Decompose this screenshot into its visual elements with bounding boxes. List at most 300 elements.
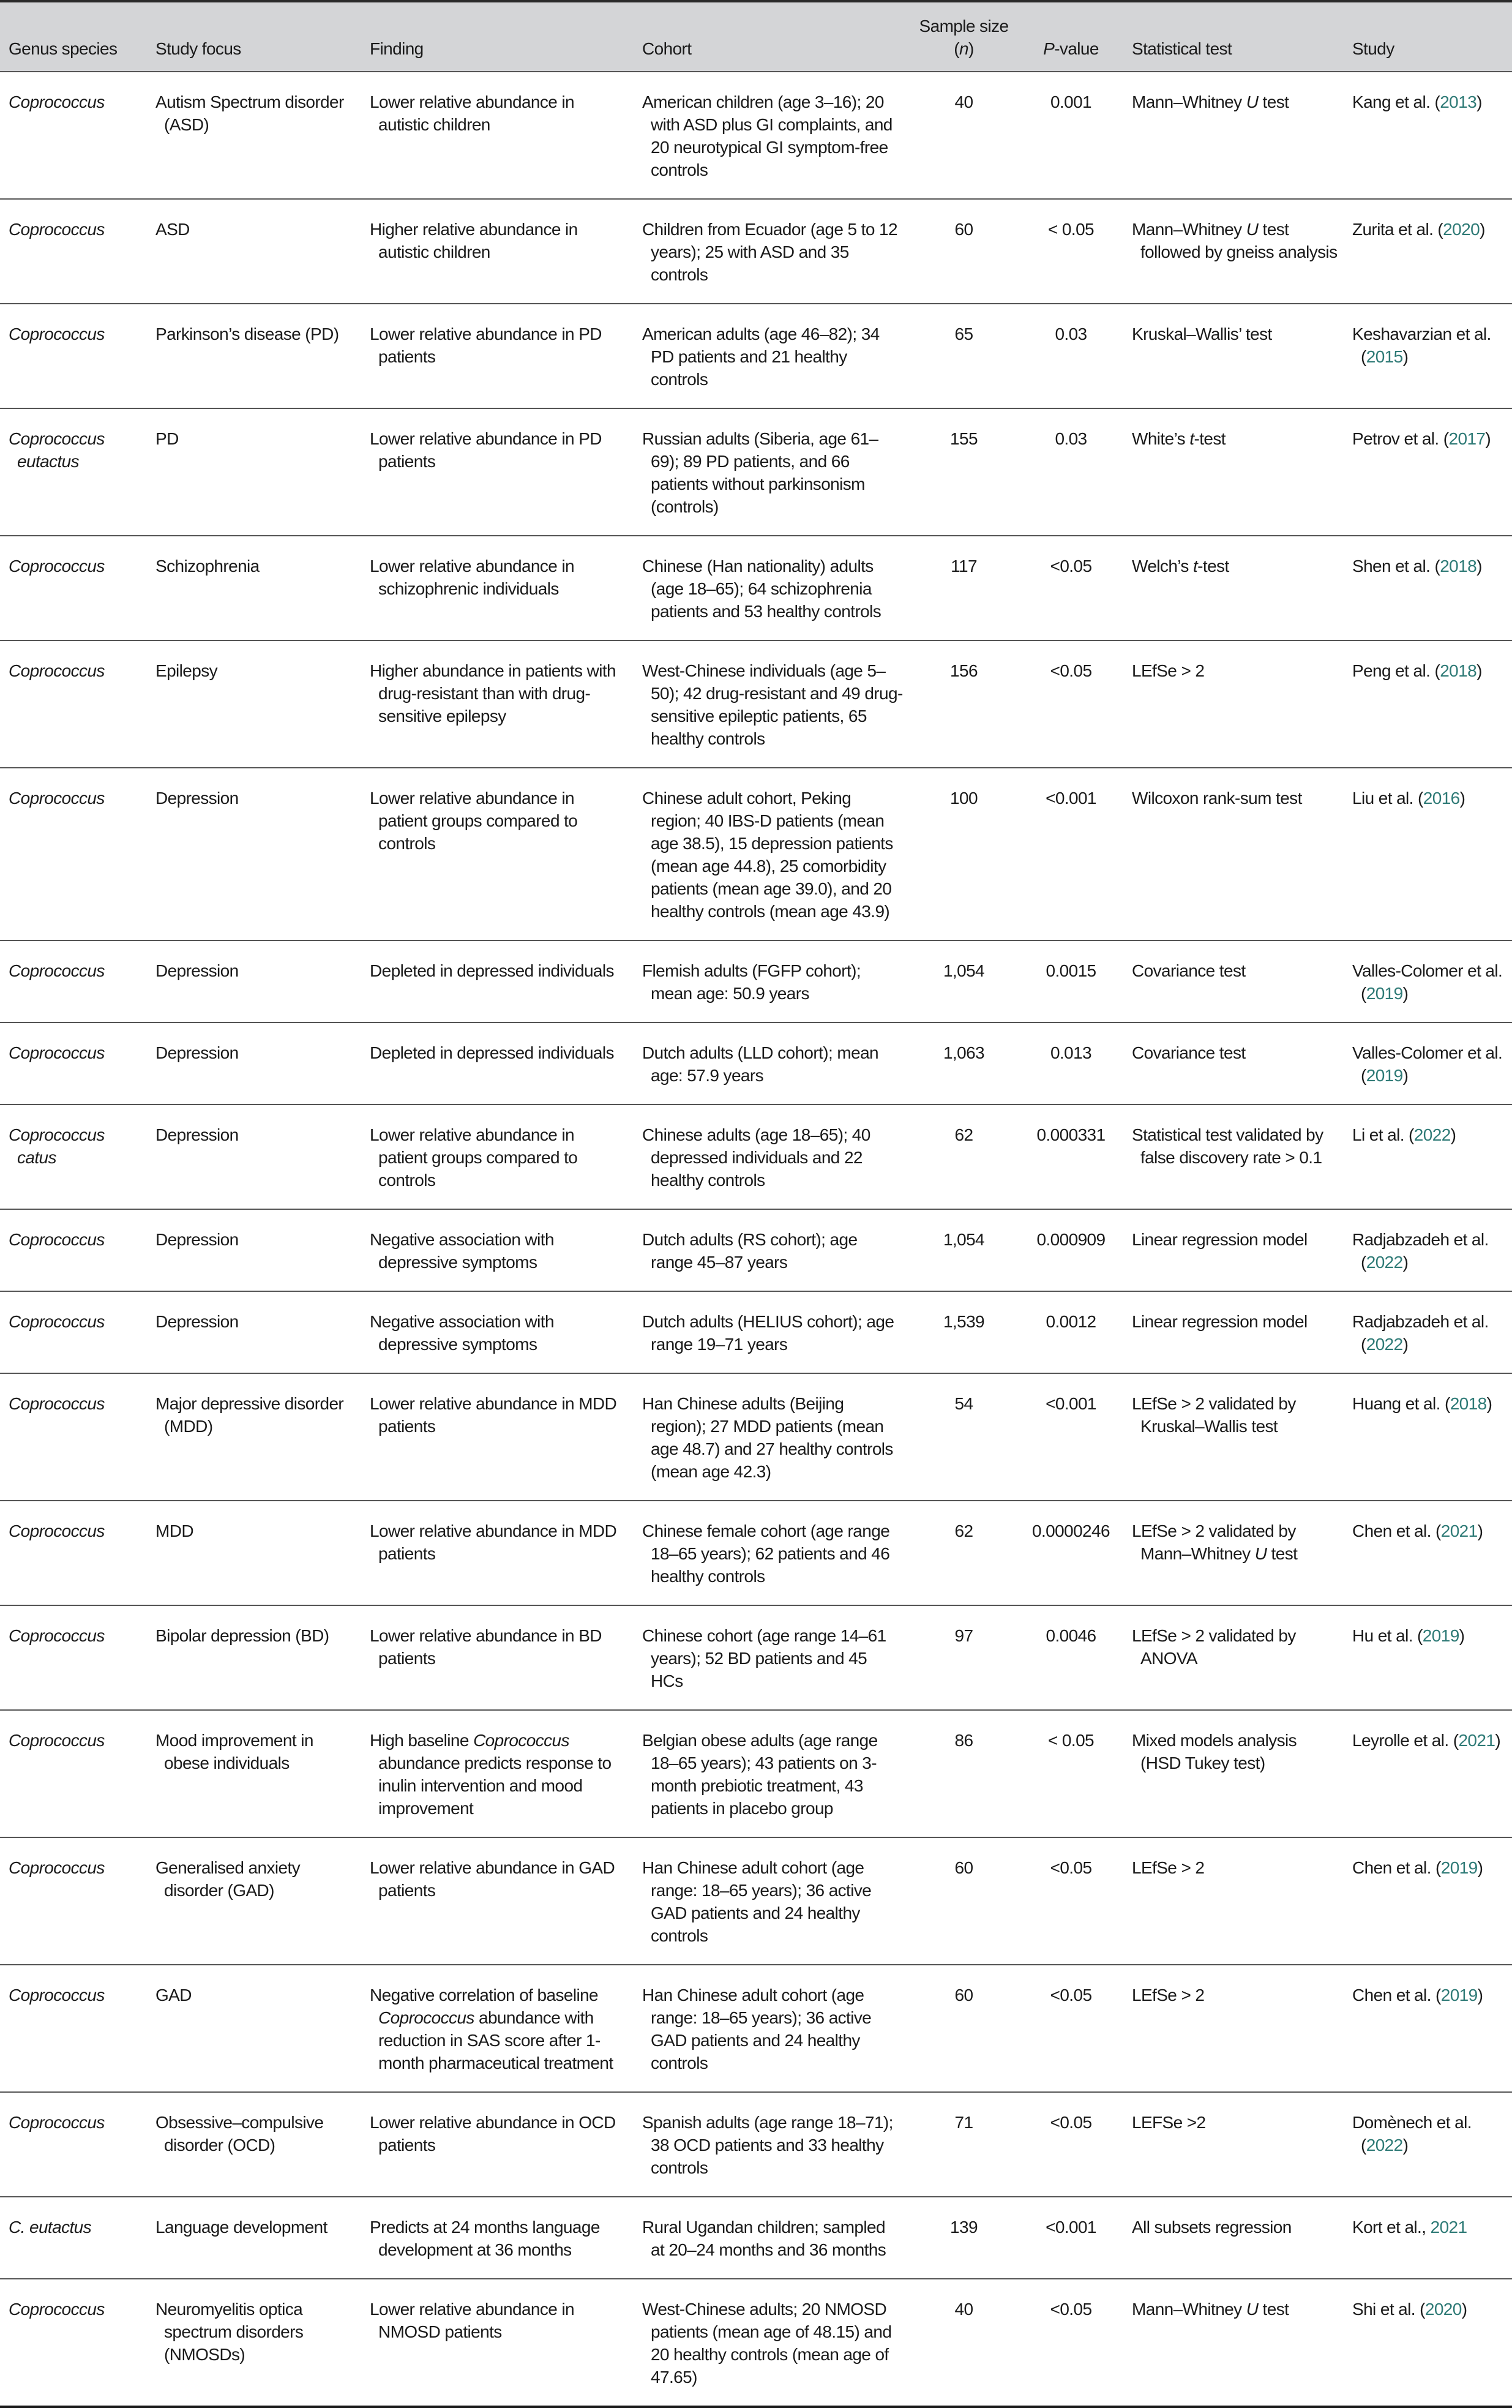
cell-genus — [0, 1291, 147, 1373]
cell-cohort — [634, 304, 909, 408]
study-focus-text: Epilepsy — [155, 661, 218, 680]
cell-statistical-test — [1123, 1022, 1344, 1105]
table-row — [0, 199, 1512, 304]
cell-cohort — [634, 2197, 909, 2279]
study-close: ) — [1477, 1858, 1483, 1877]
header-finding-label: Finding — [370, 39, 424, 58]
study-focus-text: Schizophrenia — [155, 557, 260, 576]
cell-study-focus — [147, 1605, 361, 1710]
study-focus-text: Depression — [155, 1043, 239, 1062]
cell-genus — [0, 768, 147, 940]
study-focus-text: Depression — [155, 1125, 239, 1144]
cell-cohort — [634, 408, 909, 536]
p-value: 0.0046 — [1046, 1626, 1096, 1645]
header-sample-size — [909, 1, 1016, 72]
cell-finding — [361, 1022, 634, 1105]
cell-study-focus — [147, 199, 361, 304]
cell-p-value — [1016, 768, 1123, 940]
finding-text: High baseline — [370, 1731, 474, 1750]
cohort-text: Rural Ugandan children; sampled at 20–24 months and 36 months — [642, 2218, 886, 2259]
sample-size-value: 155 — [950, 429, 978, 448]
genus-text: Coprococcus — [9, 220, 105, 239]
cell-study-focus — [147, 2197, 361, 2279]
cell-cohort — [634, 1501, 909, 1605]
cell-study — [1344, 408, 1512, 536]
study-year-link[interactable]: 2022 — [1366, 1253, 1403, 1272]
header-finding — [361, 1, 634, 72]
finding-genus-italic: Coprococcus — [473, 1731, 569, 1750]
cell-genus — [0, 1373, 147, 1501]
header-sample-label: Sample size ( — [919, 17, 1009, 58]
cell-study-focus — [147, 1022, 361, 1105]
cell-p-value — [1016, 2279, 1123, 2407]
header-cohort — [634, 1, 909, 72]
cell-p-value — [1016, 1209, 1123, 1291]
cell-sample-size — [909, 1605, 1016, 1710]
genus-text: Coprococcus — [9, 1731, 105, 1750]
p-value: <0.05 — [1050, 661, 1092, 680]
genus-text: Coprococcus — [9, 2300, 105, 2319]
cell-sample-size — [909, 408, 1016, 536]
cell-study — [1344, 199, 1512, 304]
study-focus-text: Autism Spectrum disorder (ASD) — [155, 92, 344, 134]
table-row — [0, 1965, 1512, 2092]
cell-study-focus — [147, 940, 361, 1022]
cell-study — [1344, 536, 1512, 640]
cell-cohort — [634, 2092, 909, 2197]
cell-p-value — [1016, 2197, 1123, 2279]
cell-statistical-test — [1123, 1837, 1344, 1965]
cell-statistical-test — [1123, 1710, 1344, 1837]
cell-statistical-test — [1123, 1965, 1344, 2092]
cell-study — [1344, 2092, 1512, 2197]
sample-size-value: 65 — [954, 324, 973, 343]
cell-finding — [361, 1710, 634, 1837]
study-author: Valles-Colomer et al. ( — [1352, 961, 1503, 1003]
study-author: Liu et al. ( — [1352, 789, 1423, 808]
cell-sample-size — [909, 1105, 1016, 1209]
test-text: LEfSe > 2 — [1132, 661, 1205, 680]
cell-cohort — [634, 1209, 909, 1291]
finding-text-rest: abundance predicts response to inulin intervention and mood improvement — [378, 1753, 612, 1818]
test-text: LEfSe > 2 validated by Mann–Whitney — [1132, 1521, 1296, 1563]
study-close: ) — [1477, 1521, 1483, 1540]
cohort-text: Chinese adults (age 18–65); 40 depressed individuals and 22 healthy controls — [642, 1125, 870, 1190]
cell-genus — [0, 2279, 147, 2407]
cell-finding — [361, 1209, 634, 1291]
cell-finding — [361, 1291, 634, 1373]
study-author: Radjabzadeh et al. ( — [1352, 1312, 1489, 1354]
cell-finding — [361, 768, 634, 940]
study-year-link[interactable]: 2022 — [1366, 1335, 1403, 1354]
sample-size-value: 54 — [954, 1394, 973, 1413]
test-text: Mann–Whitney — [1132, 2300, 1246, 2319]
header-study — [1344, 1, 1512, 72]
genus-text: Coprococcus — [9, 1312, 105, 1331]
sample-size-value: 62 — [954, 1521, 973, 1540]
genus-text: Coprococcus — [9, 1858, 105, 1877]
sample-size-value: 139 — [950, 2218, 978, 2237]
cell-p-value — [1016, 1373, 1123, 1501]
study-year-link[interactable]: 2019 — [1422, 1626, 1459, 1645]
study-close: ) — [1402, 1253, 1409, 1272]
cell-sample-size — [909, 1022, 1016, 1105]
cell-finding — [361, 1373, 634, 1501]
test-text: LEfSe > 2 validated by Kruskal–Wallis test — [1132, 1394, 1296, 1436]
genus-text: Coprococcus — [9, 1394, 105, 1413]
study-author: Valles-Colomer et al. ( — [1352, 1043, 1503, 1085]
p-value: 0.000909 — [1036, 1230, 1106, 1249]
cell-study-focus — [147, 768, 361, 940]
p-value: 0.000331 — [1036, 1125, 1106, 1144]
cell-cohort — [634, 1965, 909, 2092]
test-text: Wilcoxon rank-sum test — [1132, 789, 1302, 808]
study-year-link[interactable]: 2013 — [1440, 92, 1477, 111]
header-p-letter: P — [1043, 39, 1055, 58]
test-text-rest: test — [1258, 2300, 1289, 2319]
study-focus-text: Bipolar depression (BD) — [155, 1626, 329, 1645]
study-year-link[interactable]: 2019 — [1366, 984, 1403, 1003]
study-close: ) — [1402, 1066, 1409, 1085]
study-close: ) — [1402, 2136, 1409, 2155]
cell-sample-size — [909, 304, 1016, 408]
cell-study-focus — [147, 1837, 361, 1965]
header-statistical-test — [1123, 1, 1344, 72]
test-text-rest: -test — [1194, 429, 1226, 448]
cohort-text: Belgian obese adults (age range 18–65 years); 43 patients on 3-month prebiotic treatment, 43 patients in placebo group — [642, 1731, 878, 1818]
test-italic: U — [1246, 2300, 1259, 2319]
cell-study-focus — [147, 2279, 361, 2407]
genus-text: Coprococcus — [9, 1986, 105, 2005]
study-focus-text: ASD — [155, 220, 190, 239]
test-italic: U — [1246, 92, 1259, 111]
cell-p-value — [1016, 640, 1123, 768]
genus-text: Coprococcus — [9, 961, 105, 980]
genus-text: Coprococcus — [9, 557, 105, 576]
p-value: <0.001 — [1046, 789, 1096, 808]
cell-finding — [361, 304, 634, 408]
p-value: 0.03 — [1055, 324, 1087, 343]
p-value: 0.001 — [1050, 92, 1092, 111]
study-close: ) — [1485, 429, 1491, 448]
test-italic: t — [1189, 429, 1194, 448]
study-year-link[interactable]: 2018 — [1450, 1394, 1487, 1413]
study-close: ) — [1486, 1394, 1492, 1413]
cell-sample-size — [909, 640, 1016, 768]
cohort-text: Flemish adults (FGFP cohort); mean age: 50.9 years — [642, 961, 861, 1003]
study-close: ) — [1476, 557, 1482, 576]
cell-cohort — [634, 536, 909, 640]
cell-finding — [361, 1105, 634, 1209]
cell-sample-size — [909, 1209, 1016, 1291]
study-year-link[interactable]: 2021 — [1458, 1731, 1495, 1750]
test-text: Statistical test validated by false discovery rate > 0.1 — [1132, 1125, 1323, 1167]
finding-text: Negative correlation of baseline — [370, 1986, 599, 2005]
cell-p-value — [1016, 72, 1123, 199]
header-p-value — [1016, 1, 1123, 72]
p-value: <0.001 — [1046, 2218, 1096, 2237]
table-row — [0, 536, 1512, 640]
cell-genus — [0, 1605, 147, 1710]
cell-statistical-test — [1123, 1209, 1344, 1291]
cell-genus — [0, 1837, 147, 1965]
cell-study — [1344, 72, 1512, 199]
header-cohort-label: Cohort — [642, 39, 692, 58]
cell-p-value — [1016, 536, 1123, 640]
study-year-link[interactable]: 2022 — [1413, 1125, 1451, 1144]
table-row — [0, 1710, 1512, 1837]
p-value: <0.05 — [1050, 2113, 1092, 2132]
cell-p-value — [1016, 1105, 1123, 1209]
cell-genus — [0, 408, 147, 536]
cell-genus — [0, 199, 147, 304]
cell-finding — [361, 199, 634, 304]
genus-text: Coprococcus — [9, 324, 105, 343]
study-close: ) — [1477, 1986, 1483, 2005]
cohort-text: West-Chinese adults; 20 NMOSD patients (mean age of 48.15) and 20 healthy controls (mean age of 47.65) — [642, 2300, 892, 2387]
sample-size-value: 71 — [954, 2113, 973, 2132]
cohort-text: Spanish adults (age range 18–71); 38 OCD patients and 33 healthy controls — [642, 2113, 893, 2177]
p-value: 0.0012 — [1046, 1312, 1096, 1331]
cell-study — [1344, 1209, 1512, 1291]
finding-text: Lower relative abundance in patient groups compared to controls — [370, 1125, 578, 1190]
cell-sample-size — [909, 199, 1016, 304]
sample-size-value: 60 — [954, 1858, 973, 1877]
cell-study-focus — [147, 1965, 361, 2092]
study-year-link[interactable]: 2018 — [1440, 557, 1477, 576]
study-close: ) — [1402, 347, 1409, 366]
cell-sample-size — [909, 1965, 1016, 2092]
test-text: Covariance test — [1132, 961, 1246, 980]
study-year-link[interactable]: 2019 — [1440, 1986, 1478, 2005]
study-year-link[interactable]: 2019 — [1366, 1066, 1403, 1085]
table-row — [0, 2092, 1512, 2197]
study-year-link[interactable]: 2018 — [1440, 661, 1477, 680]
finding-text: Higher abundance in patients with drug-resistant than with drug-sensitive epilepsy — [370, 661, 616, 726]
cell-study — [1344, 768, 1512, 940]
cell-sample-size — [909, 2279, 1016, 2407]
study-author: Chen et al. ( — [1352, 1986, 1441, 2005]
cohort-text: Han Chinese adults (Beijing region); 27 MDD patients (mean age 48.7) and 27 healthy controls (mean age 42.3) — [642, 1394, 893, 1481]
sample-size-value: 62 — [954, 1125, 973, 1144]
cell-cohort — [634, 1605, 909, 1710]
cell-study-focus — [147, 304, 361, 408]
genus-text: Coprococcus — [9, 1230, 105, 1249]
test-text: LEfSe > 2 — [1132, 1986, 1205, 2005]
cell-p-value — [1016, 1605, 1123, 1710]
cell-statistical-test — [1123, 2279, 1344, 2407]
cell-genus — [0, 940, 147, 1022]
genus-text: Coprococcus — [9, 1626, 105, 1645]
genus-text: Coprococcus — [9, 92, 105, 111]
study-year-link[interactable]: 2015 — [1366, 347, 1403, 366]
test-text: Welch’s — [1132, 557, 1193, 576]
test-text: Linear regression model — [1132, 1230, 1308, 1249]
cell-sample-size — [909, 72, 1016, 199]
cell-study — [1344, 1837, 1512, 1965]
cell-statistical-test — [1123, 1291, 1344, 1373]
study-focus-text: Neuromyelitis optica spectrum disorders (NMOSDs) — [155, 2300, 304, 2364]
table-row — [0, 940, 1512, 1022]
p-value: 0.0000246 — [1032, 1521, 1110, 1540]
cell-study-focus — [147, 1209, 361, 1291]
cell-study-focus — [147, 1105, 361, 1209]
cell-finding — [361, 1501, 634, 1605]
cell-p-value — [1016, 1837, 1123, 1965]
genus-text: C. eutactus — [9, 2218, 92, 2237]
study-year-link[interactable]: 2021 — [1440, 1521, 1478, 1540]
table-row — [0, 1837, 1512, 1965]
sample-size-value: 60 — [954, 1986, 973, 2005]
cell-p-value — [1016, 408, 1123, 536]
cell-study-focus — [147, 1501, 361, 1605]
cohort-text: American adults (age 46–82); 34 PD patients and 21 healthy controls — [642, 324, 880, 389]
table-row — [0, 2279, 1512, 2407]
finding-text: Lower relative abundance in PD patients — [370, 324, 602, 366]
cell-finding — [361, 1605, 634, 1710]
table-row — [0, 1209, 1512, 1291]
study-close: ) — [1459, 789, 1465, 808]
header-test-label: Statistical test — [1132, 39, 1232, 58]
sample-size-value: 40 — [954, 92, 973, 111]
cell-study — [1344, 940, 1512, 1022]
cell-sample-size — [909, 768, 1016, 940]
cell-genus — [0, 536, 147, 640]
study-focus-text: MDD — [155, 1521, 193, 1540]
study-author: Leyrolle et al. ( — [1352, 1731, 1459, 1750]
study-author: Li et al. ( — [1352, 1125, 1414, 1144]
sample-size-value: 1,054 — [943, 1230, 985, 1249]
cell-finding — [361, 1965, 634, 2092]
cell-cohort — [634, 1105, 909, 1209]
cell-statistical-test — [1123, 199, 1344, 304]
finding-text: Lower relative abundance in schizophrenic individuals — [370, 557, 575, 598]
cell-p-value — [1016, 1291, 1123, 1373]
table-row — [0, 768, 1512, 940]
finding-text: Lower relative abundance in MDD patients — [370, 1394, 617, 1436]
cell-statistical-test — [1123, 2197, 1344, 2279]
genus-text: Coprococcus — [9, 1521, 105, 1540]
table-row — [0, 1373, 1512, 1501]
study-year-link[interactable]: 2017 — [1448, 429, 1486, 448]
cohort-text: Children from Ecuador (age 5 to 12 years); 25 with ASD and 35 controls — [642, 220, 897, 284]
cell-cohort — [634, 199, 909, 304]
cell-study — [1344, 2197, 1512, 2279]
test-text: Covariance test — [1132, 1043, 1246, 1062]
finding-text: Lower relative abundance in PD patients — [370, 429, 602, 471]
cell-sample-size — [909, 2197, 1016, 2279]
sample-size-value: 1,054 — [943, 961, 985, 980]
test-text-rest: -test — [1197, 557, 1229, 576]
cell-statistical-test — [1123, 940, 1344, 1022]
study-focus-text: Depression — [155, 789, 239, 808]
genus-text: Coprococcus eutactus — [9, 429, 105, 471]
sample-size-value: 97 — [954, 1626, 973, 1645]
cell-sample-size — [909, 2092, 1016, 2197]
sample-size-value: 40 — [954, 2300, 973, 2319]
cell-statistical-test — [1123, 304, 1344, 408]
study-year-link[interactable]: 2020 — [1443, 220, 1480, 239]
table-row — [0, 2197, 1512, 2279]
cell-study-focus — [147, 536, 361, 640]
test-text: LEfSe > 2 validated by ANOVA — [1132, 1626, 1296, 1668]
cell-study-focus — [147, 72, 361, 199]
cell-study — [1344, 1373, 1512, 1501]
cohort-text: Chinese female cohort (age range 18–65 years); 62 patients and 46 healthy controls — [642, 1521, 890, 1586]
cell-genus — [0, 304, 147, 408]
p-value: <0.05 — [1050, 2300, 1092, 2319]
study-year-link[interactable]: 2021 — [1430, 2218, 1467, 2237]
cohort-text: Han Chinese adult cohort (age range: 18–65 years); 36 active GAD patients and 24 healthy controls — [642, 1986, 872, 2072]
study-focus-text: Parkinson’s disease (PD) — [155, 324, 339, 343]
test-text: LEFSe >2 — [1132, 2113, 1206, 2132]
cohort-text: West-Chinese individuals (age 5–50); 42 drug-resistant and 49 drug-sensitive epileptic patients, 65 healthy controls — [642, 661, 903, 748]
table-row — [0, 72, 1512, 199]
header-sample-close: ) — [968, 39, 974, 58]
test-italic: U — [1254, 1544, 1267, 1563]
table-row — [0, 408, 1512, 536]
cell-study — [1344, 304, 1512, 408]
study-author: Radjabzadeh et al. ( — [1352, 1230, 1489, 1272]
cell-cohort — [634, 1373, 909, 1501]
cell-genus — [0, 72, 147, 199]
cohort-text: Chinese cohort (age range 14–61 years); 52 BD patients and 45 HCs — [642, 1626, 886, 1690]
study-close: ) — [1480, 220, 1485, 239]
cell-study — [1344, 1501, 1512, 1605]
p-value: 0.013 — [1050, 1043, 1092, 1062]
header-genus-label: Genus species — [9, 39, 118, 58]
finding-text-rest: abundance with reduction in SAS score after 1-month pharmaceutical treatment — [378, 2008, 613, 2072]
finding-text: Lower relative abundance in OCD patients — [370, 2113, 616, 2155]
cell-genus — [0, 1501, 147, 1605]
table-row — [0, 304, 1512, 408]
study-focus-text: Depression — [155, 961, 239, 980]
cell-statistical-test — [1123, 1373, 1344, 1501]
cohort-text: American children (age 3–16); 20 with ASD plus GI complaints, and 20 neurotypical GI symptom-free controls — [642, 92, 893, 179]
table-row — [0, 1501, 1512, 1605]
study-year-link[interactable]: 2019 — [1440, 1858, 1478, 1877]
finding-text: Lower relative abundance in GAD patients — [370, 1858, 615, 1900]
study-focus-text: Obsessive–compulsive disorder (OCD) — [155, 2113, 324, 2155]
cell-sample-size — [909, 940, 1016, 1022]
p-value: <0.05 — [1050, 557, 1092, 576]
study-close: ) — [1459, 1626, 1465, 1645]
p-value: <0.05 — [1050, 1986, 1092, 2005]
cell-study — [1344, 1291, 1512, 1373]
test-text: Linear regression model — [1132, 1312, 1308, 1331]
study-year-link[interactable]: 2022 — [1366, 2136, 1403, 2155]
study-year-link[interactable]: 2020 — [1424, 2300, 1462, 2319]
cell-study — [1344, 1105, 1512, 1209]
cell-statistical-test — [1123, 1501, 1344, 1605]
sample-size-value: 60 — [954, 220, 973, 239]
study-focus-text: GAD — [155, 1986, 192, 2005]
header-study-focus-label: Study focus — [155, 39, 241, 58]
cell-p-value — [1016, 940, 1123, 1022]
cell-cohort — [634, 1710, 909, 1837]
header-study-focus — [147, 1, 361, 72]
sample-size-value: 100 — [950, 789, 978, 808]
study-focus-text: Language development — [155, 2218, 327, 2237]
table-row — [0, 640, 1512, 768]
cohort-text: Chinese (Han nationality) adults (age 18–65); 64 schizophrenia patients and 53 healthy controls — [642, 557, 881, 621]
cell-study — [1344, 640, 1512, 768]
cell-study-focus — [147, 408, 361, 536]
finding-text: Negative association with depressive symptoms — [370, 1230, 554, 1272]
cell-genus — [0, 1022, 147, 1105]
study-focus-text: Mood improvement in obese individuals — [155, 1731, 313, 1772]
study-year-link[interactable]: 2016 — [1423, 789, 1460, 808]
